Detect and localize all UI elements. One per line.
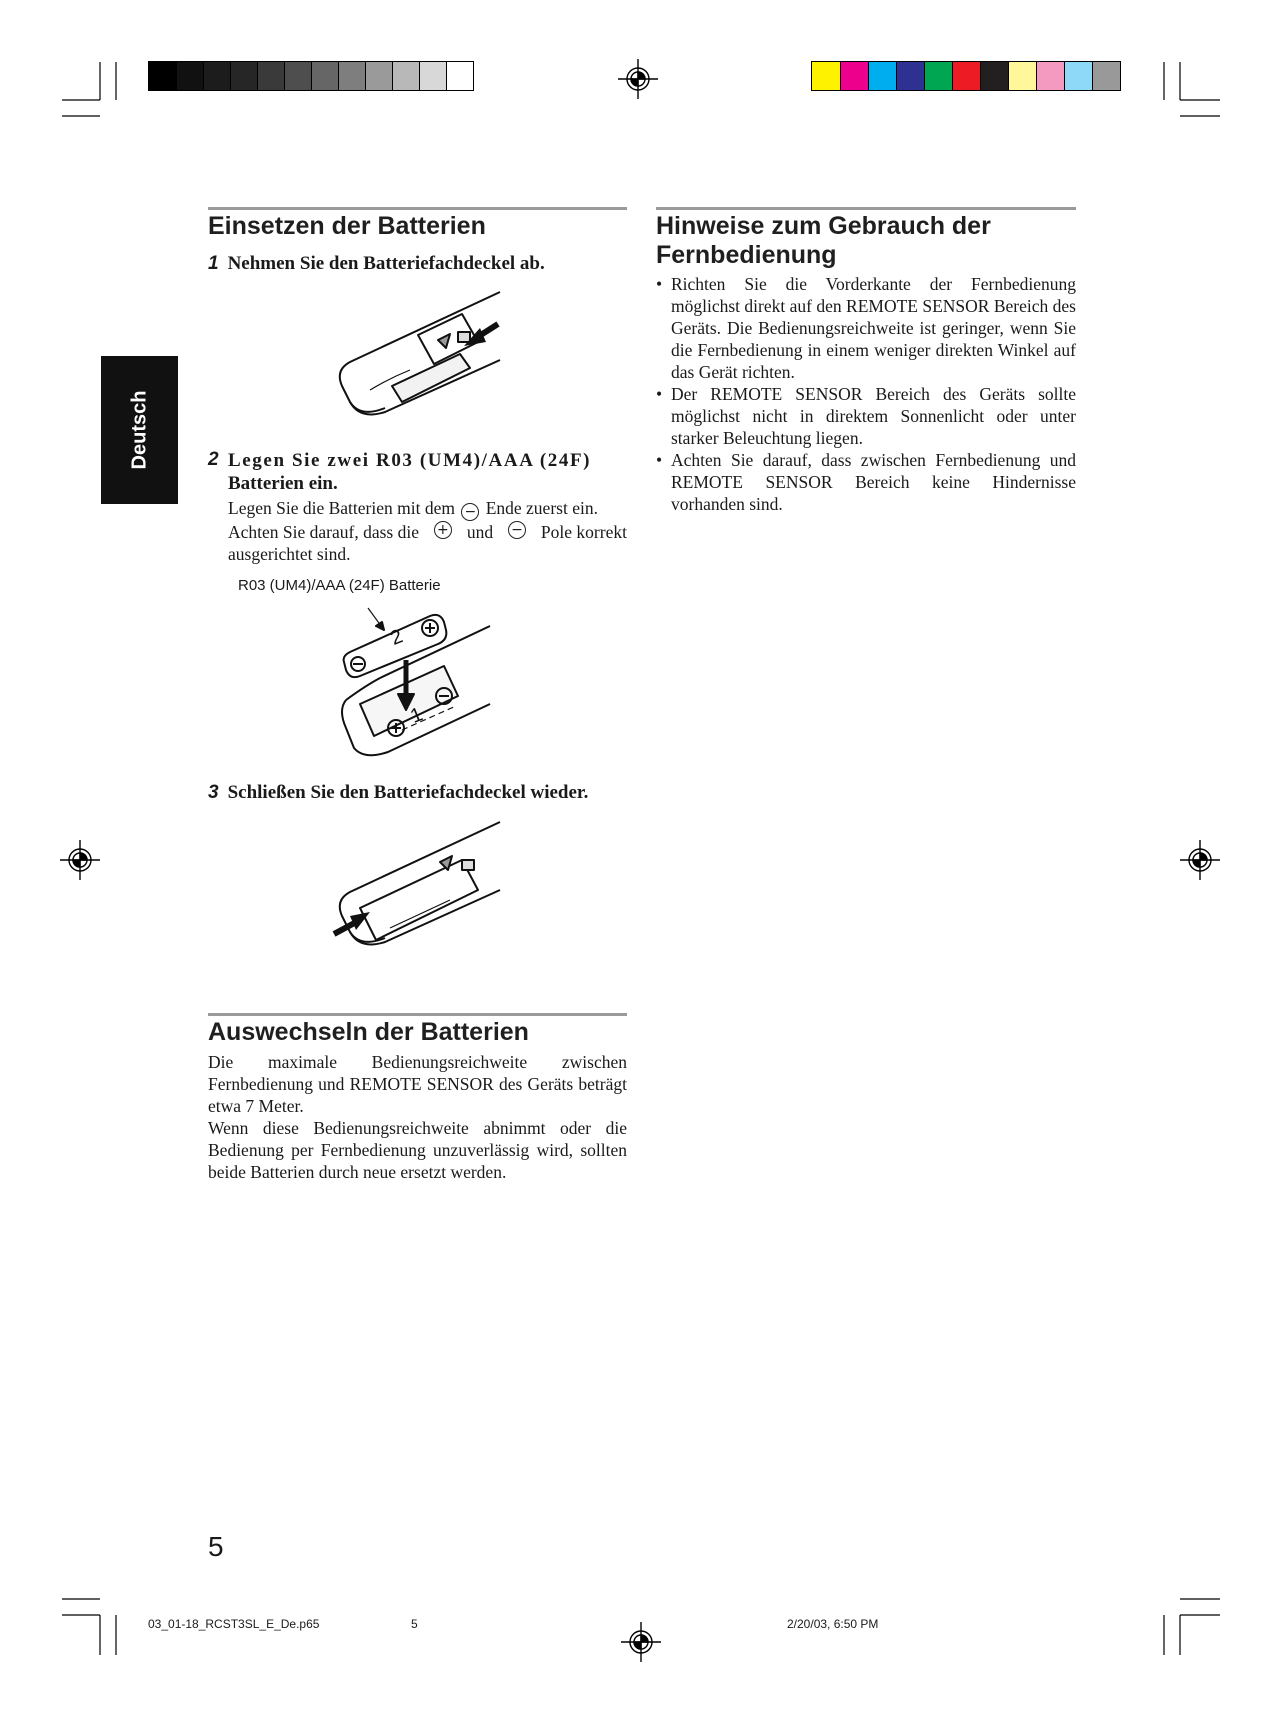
plus-symbol-icon: + bbox=[434, 521, 452, 539]
step-2-body: Legen Sie die Batterien mit dem − Ende zuerst ein. Achten Sie darauf, dass die + und − Pole korrekt ausgerichtet sind. bbox=[228, 498, 627, 564]
footer-page: 5 bbox=[411, 1617, 418, 1631]
replace-paragraph-1: Die maximale Bedienungsreichweite zwischen Fernbedienung und REMOTE SENSOR des Geräts beträgt etwa 7 Meter. bbox=[208, 1052, 627, 1116]
battery-number-upper: 2 bbox=[387, 625, 406, 650]
step-1 bbox=[208, 252, 545, 275]
footer-date: 2/20/03, 6:50 PM bbox=[787, 1617, 879, 1631]
battery-label: R03 (UM4)/AAA (24F) Batterie bbox=[238, 577, 441, 594]
step-text: Schließen Sie den Batteriefachdeckel wieder. bbox=[227, 782, 589, 803]
section-heading-replace: Auswechseln der Batterien bbox=[208, 1018, 529, 1046]
step-title-cont: Batterien ein. bbox=[228, 473, 338, 494]
list-item: • Richten Sie die Vorderkante der Fernbedienung möglichst direkt auf den REMOTE SENSOR Bereich des Geräts. Die Bedienungsreichweite ist geringer, wenn Sie die Fernbedienung in einem weniger direkten Winkel auf das Gerät richten. bbox=[656, 273, 1076, 383]
illustration-close-cover bbox=[330, 820, 520, 970]
language-tab bbox=[101, 356, 178, 504]
step-title: Legen Sie zwei R03 (UM4)/AAA (24F) bbox=[228, 450, 592, 471]
battery-number-lower: 1 bbox=[407, 703, 426, 728]
illustration-insert-batteries bbox=[340, 600, 500, 765]
step-3 bbox=[208, 781, 588, 804]
illustration-remove-cover bbox=[330, 290, 520, 440]
footer-file: 03_01-18_RCST3SL_E_De.p65 bbox=[148, 1617, 320, 1631]
section-heading-insert: Einsetzen der Batterien bbox=[208, 212, 486, 240]
list-item: • Achten Sie darauf, dass zwischen Fernbedienung und REMOTE SENSOR Bereich keine Hindernisse vorhanden sind. bbox=[656, 449, 1076, 515]
section-heading-notes: Hinweise zum Gebrauch der Fernbedienung bbox=[656, 212, 991, 269]
step-number: 2 bbox=[208, 449, 219, 470]
list-item: • Der REMOTE SENSOR Bereich des Geräts sollte möglichst nicht in direktem Sonnenlicht oder unter starker Beleuchtung liegen. bbox=[656, 383, 1076, 449]
page-number: 5 bbox=[208, 1531, 224, 1562]
section-rule bbox=[656, 207, 1076, 210]
minus-symbol-icon: − bbox=[461, 503, 479, 521]
step-number: 1 bbox=[208, 253, 219, 274]
notes-list bbox=[656, 273, 1076, 515]
step-number: 3 bbox=[208, 782, 219, 803]
language-tab-label: Deutsch bbox=[128, 390, 150, 470]
section-rule bbox=[208, 207, 627, 210]
minus-symbol-icon: − bbox=[508, 521, 526, 539]
replace-paragraph-2: Wenn diese Bedienungsreichweite abnimmt oder die Bedienung per Fernbedienung unzuverlässig wird, sollten beide Batterien durch neue ersetzt werden. bbox=[208, 1118, 627, 1182]
section-rule bbox=[208, 1013, 627, 1016]
step-text: Nehmen Sie den Batteriefachdeckel ab. bbox=[227, 253, 545, 274]
step-2 bbox=[208, 449, 627, 565]
